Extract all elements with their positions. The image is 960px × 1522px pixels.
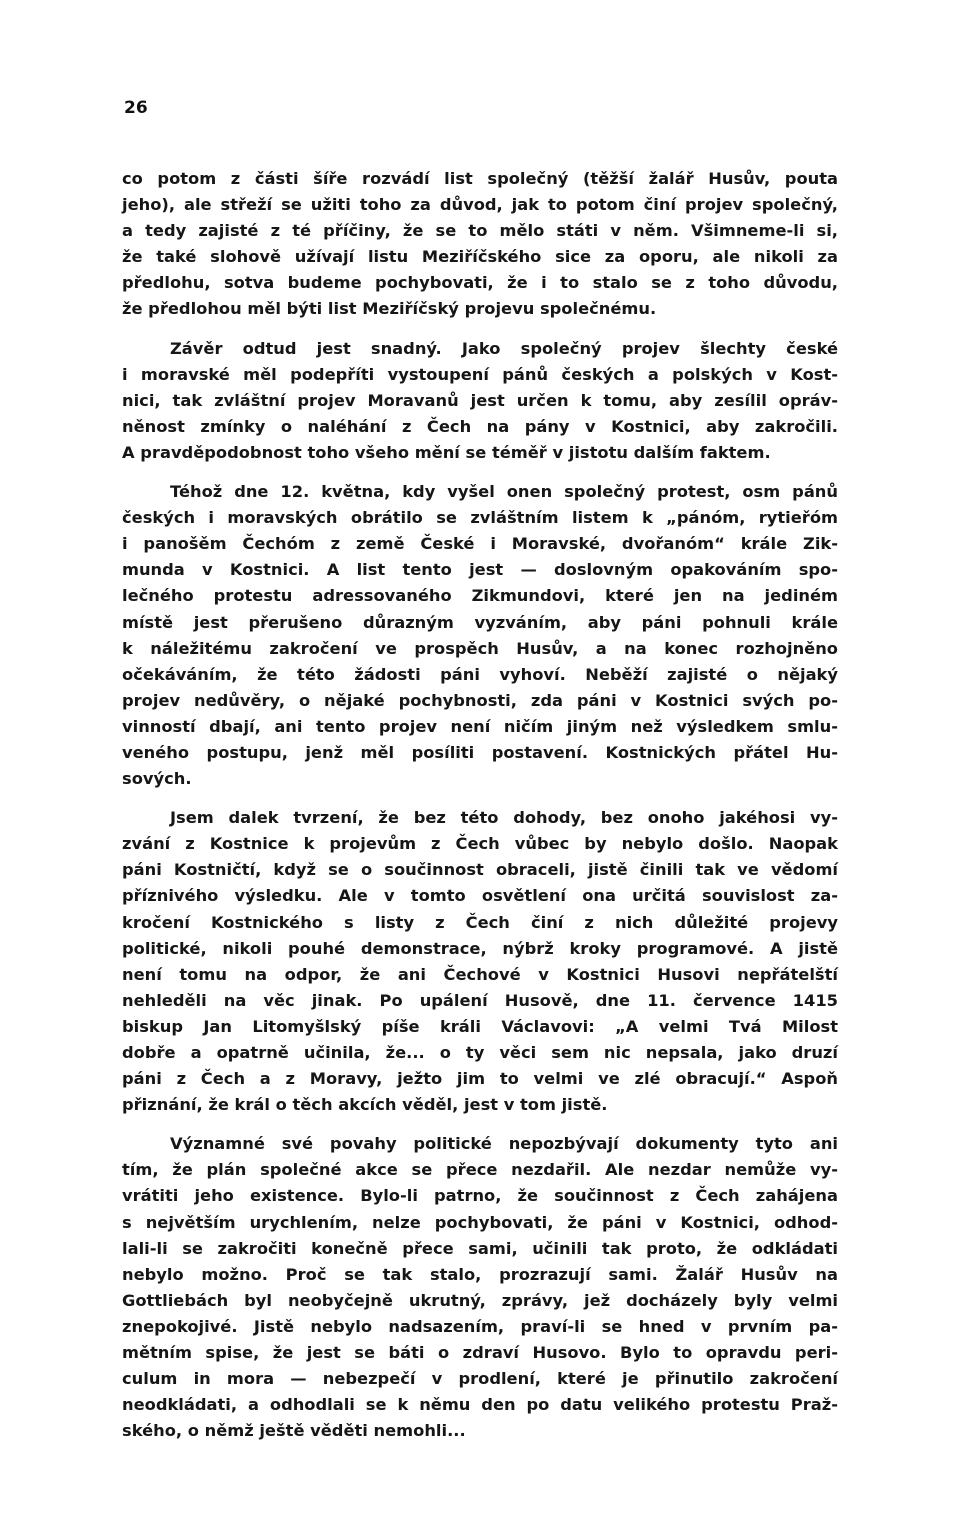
text-line: že předlohou měl býti list Meziříčský projevu společnému. (122, 299, 657, 319)
text-line: neodkládati, a odhodlali se k němu den po datu velikého protestu Praž- (122, 1395, 838, 1415)
text-line: projev nedůvěry, o nějaké pochybnosti, zda páni v Kostnici svých po- (122, 690, 838, 710)
text-line: nebylo možno. Proč se tak stalo, prozrazují sami. Žalář Husův na (122, 1264, 838, 1284)
text-line: s největším urychlením, nelze pochybovati, že páni v Kostnici, odhod- (122, 1212, 838, 1232)
paragraph-gap (122, 1118, 838, 1131)
text-line: přiznání, že král o těch akcích věděl, jest v tom jistě. (122, 1095, 608, 1115)
text-line: i moravské měl podepříti vystoupení pánů českých a polských v Kost- (122, 364, 838, 384)
page-number: 26 (124, 98, 148, 118)
text-line: nici, tak zvláštní projev Moravanů jest určen k tomu, aby zesílil opráv- (122, 390, 838, 410)
text-line: není tomu na odpor, že ani Čechové v Kostnici Husovi nepřátelští (122, 964, 838, 984)
text-line: očekáváním, že této žádosti páni vyhoví. Neběží zajisté o nějaký (122, 664, 838, 684)
paragraph (122, 166, 838, 323)
text-line: kročení Kostnického s listy z Čech činí z nich důležité projevy (122, 912, 838, 932)
text-line: ského, o němž ještě věděti nemohli... (122, 1421, 466, 1441)
text-line: veného postupu, jenž měl posíliti postavení. Kostnických přátel Hu- (122, 742, 838, 762)
text-line: lečného protestu adressovaného Zikmundovi, které jen na jediném (122, 586, 838, 606)
text-line: že také slohově užívají listu Meziříčského sice za oporu, ale nikoli za (122, 247, 838, 267)
text-line: něnost zmínky o naléhání z Čech na pány v Kostnici, aby zakročili. (122, 416, 838, 436)
text-line: lali-li se zakročiti konečně přece sami, učinili tak proto, že odkládati (122, 1238, 838, 1258)
text-line: předlohu, sotva budeme pochybovati, že i to stalo se z toho důvodu, (122, 273, 838, 293)
text-line: dobře a opatrně učinila, že... o ty věci sem nic nepsala, jako druzí (122, 1043, 838, 1062)
paragraph (122, 336, 838, 466)
text-line: páni Kostničtí, když se o součinnost obraceli, jistě činili tak ve vědomí (122, 860, 838, 880)
paragraph (122, 479, 838, 792)
text-line: příznivého výsledku. Ale v tomto osvětlení ona určitá souvislost za- (122, 886, 838, 906)
text-line: politické, nikoli pouhé demonstrace, nýbrž kroky programové. A jistě (122, 938, 838, 958)
body-text (122, 166, 838, 1444)
text-line: munda v Kostnici. A list tento jest — doslovným opakováním spo- (122, 560, 838, 580)
text-line: A pravděpodobnost toho všeho mění se téměř v jistotu dalším faktem. (122, 442, 771, 462)
text-line: co potom z části šíře rozvádí list společný (těžší žalář Husův, pouta (122, 169, 838, 188)
text-line: nehleděli na věc jinak. Po upálení Husově, dne 11. července 1415 (122, 990, 838, 1010)
text-line: jeho), ale střeží se užiti toho za důvod, jak to potom činí projev společný, (122, 195, 838, 215)
text-line: Téhož dne 12. května, kdy vyšel onen společný protest, osm pánů (170, 482, 838, 502)
text-line: i panošěm Čechóm z země České i Moravské, dvořanóm“ krále Zik- (122, 534, 838, 554)
paragraph (122, 1131, 838, 1444)
text-line: sových. (122, 769, 192, 789)
text-line: českých i moravských obrátilo se zvláštním listem k „pánóm, rytieřóm (122, 508, 838, 528)
text-line: biskup Jan Litomyšlský píše králi Václavovi: „A velmi Tvá Milost (122, 1016, 838, 1036)
paragraph-gap (122, 466, 838, 479)
text-line: páni z Čech a z Moravy, ježto jim to velmi ve zlé obracují.“ Aspoň (122, 1069, 838, 1089)
text-line: znepokojivé. Jistě nebylo nadsazením, praví-li se hned v prvním pa- (122, 1316, 838, 1336)
text-line: k náležitému zakročení ve prospěch Husův, a na konec rozhojněno (122, 638, 838, 658)
text-line: Významné své povahy politické nepozbývají dokumenty tyto ani (170, 1134, 838, 1154)
text-line: Závěr odtud jest snadný. Jako společný projev šlechty české (170, 338, 838, 358)
paragraph-gap (122, 792, 838, 805)
text-line: Jsem dalek tvrzení, že bez této dohody, bez onoho jakéhosi vy- (170, 808, 838, 828)
text-line: mětním spise, že jest se báti o zdraví Husovo. Bylo to opravdu peri- (122, 1343, 838, 1363)
text-line: vinností dbají, ani tento projev není ničím jiným než výsledkem smlu- (122, 716, 838, 736)
text-line: zvání z Kostnice k projevům z Čech vůbec by nebylo došlo. Naopak (122, 834, 838, 854)
text-line: místě jest přerušeno důrazným vyzváním, aby páni pohnuli krále (122, 612, 838, 632)
paragraph-gap (122, 323, 838, 336)
text-line: vrátiti jeho existence. Bylo-li patrno, že součinnost z Čech zahájena (122, 1186, 838, 1206)
text-line: culum in mora — nebezpečí v prodlení, které je přinutilo zakročení (122, 1369, 838, 1389)
text-line: a tedy zajisté z té příčiny, že se to mělo státi v něm. Všimneme-li si, (122, 221, 838, 241)
text-line: tím, že plán společné akce se přece nezdařil. Ale nezdar nemůže vy- (122, 1160, 838, 1180)
text-line: Gottliebách byl neobyčejně ukrutný, zprávy, jež docházely byly velmi (122, 1290, 838, 1310)
paragraph (122, 805, 838, 1118)
